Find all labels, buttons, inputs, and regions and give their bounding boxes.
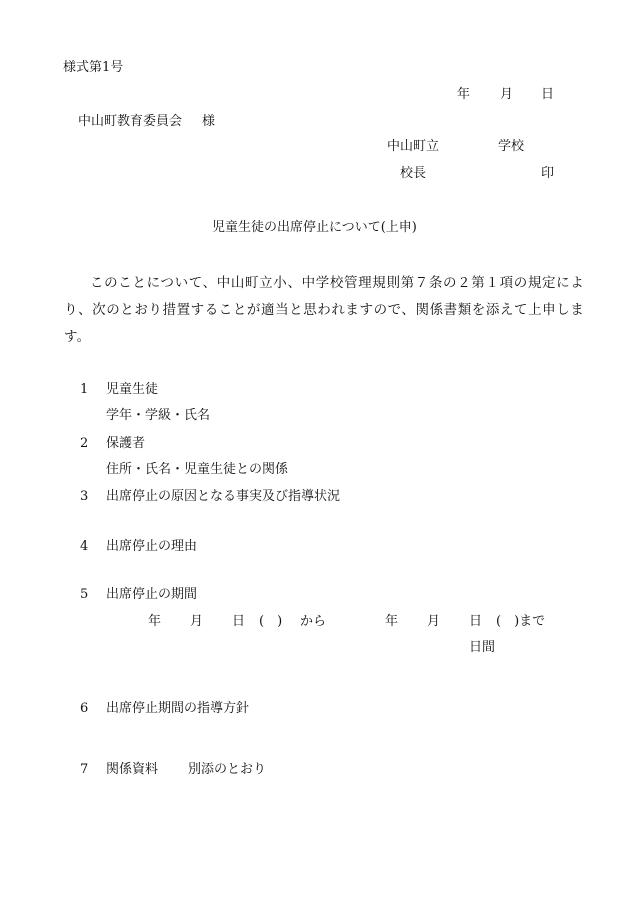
period-from-weekday: ( ) xyxy=(259,614,283,629)
item-number-4: 4 xyxy=(80,539,89,554)
period-from-word: から xyxy=(300,614,327,629)
item-detail-7: 別添のとおり xyxy=(188,762,267,777)
sender-principal: 校長 xyxy=(400,166,427,181)
item-detail-1: 学年・学級・氏名 xyxy=(106,408,211,423)
period-to-month: 月 xyxy=(427,614,441,629)
sender-seal: 印 xyxy=(541,166,555,181)
item-number-7: 7 xyxy=(80,762,89,777)
item-label-7: 関係資料 xyxy=(106,762,159,777)
item-label-6: 出席停止期間の指導方針 xyxy=(106,701,250,716)
period-from-day: 日 xyxy=(232,614,246,629)
sender-school-prefix: 中山町立 xyxy=(387,139,440,154)
item-label-4: 出席停止の理由 xyxy=(106,539,198,554)
date-year: 年 xyxy=(457,87,471,102)
item-number-5: 5 xyxy=(80,587,89,602)
date-day: 日 xyxy=(541,87,555,102)
addressee-honorific: 様 xyxy=(202,114,216,129)
item-number-2: 2 xyxy=(80,436,89,451)
item-detail-2: 住所・氏名・児童生徒との関係 xyxy=(106,462,289,477)
item-label-3: 出席停止の原因となる事実及び指導状況 xyxy=(106,489,341,504)
period-to-day: 日 xyxy=(469,614,483,629)
period-to-weekday: ( )まで xyxy=(496,614,546,629)
form-number: 様式第1号 xyxy=(63,60,124,75)
item-number-1: 1 xyxy=(80,382,89,397)
date-month: 月 xyxy=(500,87,514,102)
sender-school-suffix: 学校 xyxy=(498,139,525,154)
item-number-6: 6 xyxy=(80,701,89,716)
period-from-month: 月 xyxy=(190,614,204,629)
period-to-year: 年 xyxy=(385,614,399,629)
item-number-3: 3 xyxy=(80,489,89,504)
document-title: 児童生徒の出席停止について(上申) xyxy=(212,220,417,235)
item-label-2: 保護者 xyxy=(106,436,146,451)
period-days: 日間 xyxy=(469,640,496,655)
addressee-name: 中山町教育委員会 xyxy=(78,114,183,129)
item-label-1: 児童生徒 xyxy=(106,382,159,397)
period-from-year: 年 xyxy=(148,614,162,629)
item-label-5: 出席停止の期間 xyxy=(106,587,198,602)
body-paragraph: このことについて、中山町立小、中学校管理規則第７条の２第１項の規定により、次のとおり措置することが適当と思われますので、関係書類を添えて上申します。 xyxy=(64,275,584,345)
